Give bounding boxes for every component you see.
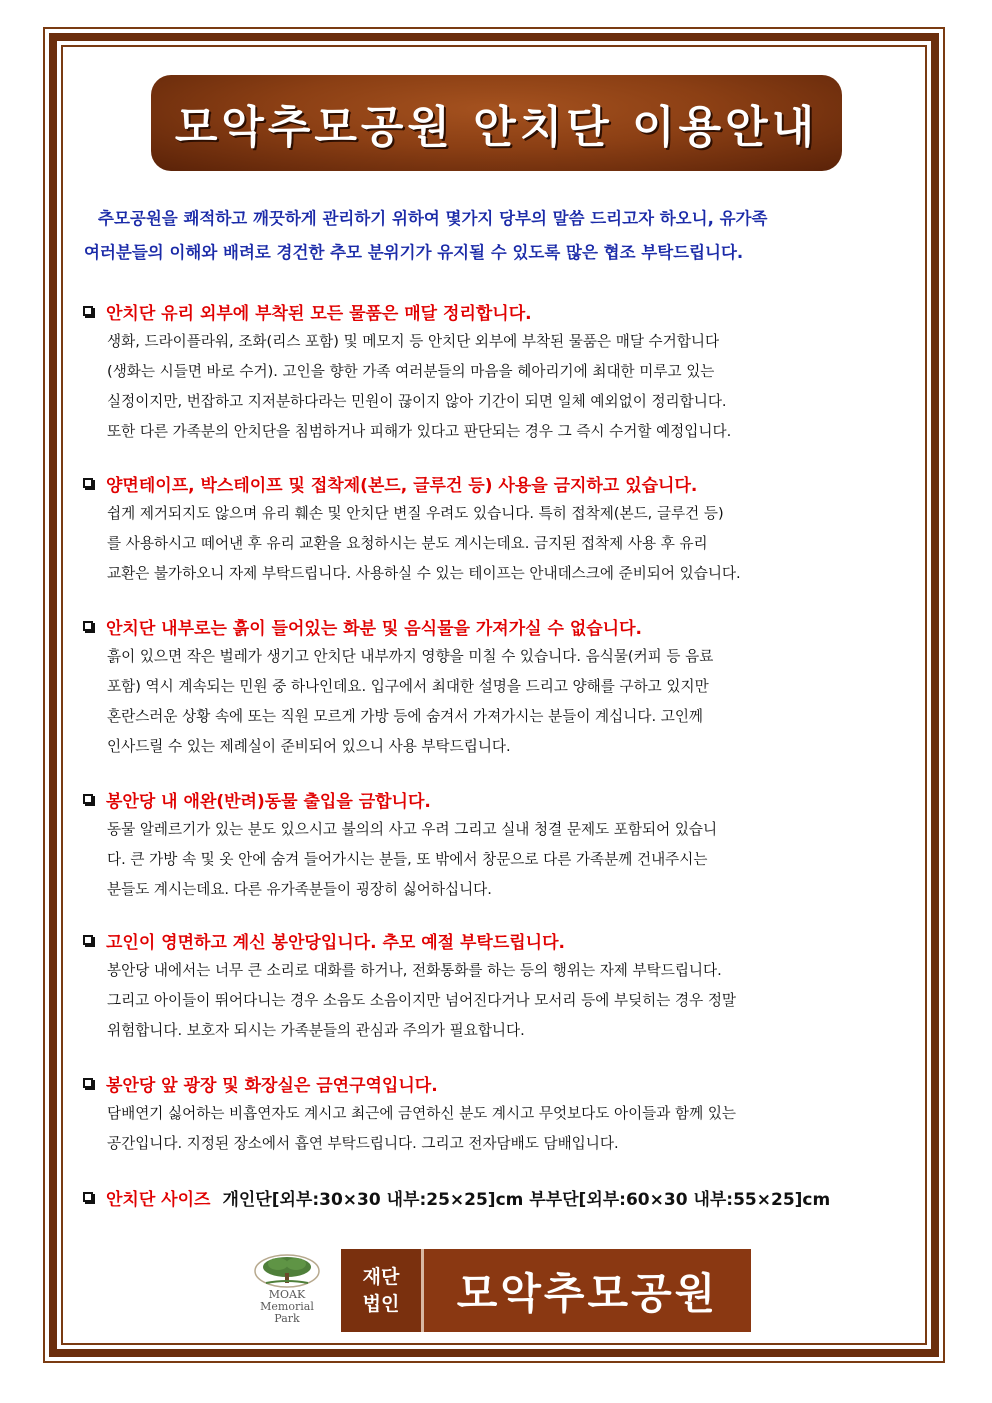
checkbox-icon	[83, 935, 93, 945]
intro-line: 여러분들의 이해와 배려로 경건한 추모 분위기가 유지될 수 있도록 많은 협조 부탁드립니다.	[84, 243, 744, 262]
notice-section	[80, 1069, 926, 1159]
section-body	[107, 1099, 926, 1159]
body-line: (생화는 시들면 바로 수거). 고인을 향한 가족 여러분들의 마음을 헤아리기에 최대한 미루고 있는	[107, 363, 715, 380]
body-line: 담배연기 싫어하는 비흡연자도 계시고 최근에 금연하신 분도 계시고 무엇보다도 아이들과 함께 있는	[107, 1105, 737, 1122]
logo-text	[242, 1289, 332, 1325]
section-body	[107, 956, 926, 1046]
body-line: 포함) 역시 계속되는 민원 중 하나인데요. 입구에서 최대한 설명을 드리고 양해를 구하고 있지만	[107, 678, 709, 695]
section-heading-text: 고인이 영면하고 계신 봉안당입니다. 추모 예절 부탁드립니다.	[106, 932, 565, 953]
section-heading-text: 봉안당 내 애완(반려)동물 출입을 금합니다.	[106, 791, 431, 812]
logo-line: MOAK	[268, 1288, 306, 1301]
section-body	[107, 815, 926, 905]
section-heading-text: 안치단 유리 외부에 부착된 모든 물품은 매달 정리합니다.	[106, 303, 532, 324]
body-line: 분들도 계시는데요. 다른 유가족분들이 굉장히 싫어하십니다.	[107, 881, 492, 898]
intro-paragraph	[84, 202, 924, 270]
page-title: 모악추모공원 안치단 이용안내	[174, 102, 819, 153]
body-line: 인사드릴 수 있는 제례실이 준비되어 있으니 사용 부탁드립니다.	[107, 738, 511, 755]
section-heading	[80, 469, 926, 497]
section-heading	[80, 612, 926, 640]
section-heading-text: 봉안당 앞 광장 및 화장실은 금연구역입니다.	[106, 1075, 438, 1096]
body-line: 혼란스러운 상황 속에 또는 직원 모르게 가방 등에 숨겨서 가져가시는 분들이 계십니다. 고인께	[107, 708, 704, 725]
body-line: 를 사용하시고 떼어낸 후 유리 교환을 요청하시는 분도 계시는데요. 금지된 접착제 사용 후 유리	[107, 535, 708, 552]
checkbox-icon	[83, 478, 93, 488]
body-line: 다. 큰 가방 속 및 옷 안에 숨겨 들어가시는 분들, 또 밖에서 창문으로 다른 가족분께 건내주시는	[107, 851, 708, 868]
size-info	[80, 1183, 830, 1211]
notice-section	[80, 297, 926, 447]
section-body	[107, 642, 926, 762]
checkbox-icon	[83, 794, 93, 804]
title-banner	[151, 75, 842, 171]
body-line: 또한 다른 가족분의 안치단을 침범하거나 피해가 있다고 판단되는 경우 그 즉시 수거할 예정입니다.	[107, 423, 732, 440]
body-line: 동물 알레르기가 있는 분도 있으시고 불의의 사고 우려 그리고 실내 청결 문제도 포함되어 있습니	[107, 821, 718, 838]
body-line: 그리고 아이들이 뛰어다니는 경우 소음도 소음이지만 넘어진다거나 모서리 등에 부딪히는 경우 정말	[107, 992, 737, 1009]
tree-logo-icon	[252, 1251, 322, 1291]
logo-line: Park	[274, 1312, 300, 1325]
organization-name: 모악추모공원	[456, 1268, 719, 1318]
section-body	[107, 327, 926, 447]
checkbox-icon	[83, 1078, 93, 1088]
body-line: 생화, 드라이플라워, 조화(리스 포함) 및 메모지 등 안치단 외부에 부착된 물품은 매달 수거합니다	[107, 333, 720, 350]
body-line: 봉안당 내에서는 너무 큰 소리로 대화를 하거나, 전화통화를 하는 등의 행위는 자제 부탁드립니다.	[107, 962, 722, 979]
section-heading	[80, 785, 926, 813]
notice-section	[80, 926, 926, 1046]
section-heading-text: 양면테이프, 박스테이프 및 접착제(본드, 글루건 등) 사용을 금지하고 있습니다.	[106, 475, 698, 496]
intro-line: 추모공원을 쾌적하고 깨끗하게 관리하기 위하여 몇가지 당부의 말씀 드리고자 하오니, 유가족	[98, 209, 768, 228]
checkbox-icon	[83, 306, 93, 316]
section-heading	[80, 297, 926, 325]
checkbox-icon	[83, 621, 93, 631]
size-label: 안치단 사이즈	[106, 1189, 211, 1210]
section-heading	[80, 1069, 926, 1097]
size-values: 개인단[외부:30×30 내부:25×25]cm 부부단[외부:60×30 내부:55×25]cm	[222, 1189, 831, 1210]
notice-section	[80, 469, 926, 589]
organization-nameplate	[341, 1249, 751, 1332]
section-heading	[80, 926, 926, 954]
body-line: 쉽게 제거되지도 않으며 유리 훼손 및 안치단 변질 우려도 있습니다. 특히 접착제(본드, 글루건 등)	[107, 505, 724, 522]
body-line: 교환은 불가하오니 자제 부탁드립니다. 사용하실 수 있는 테이프는 안내데스크에 준비되어 있습니다.	[107, 565, 741, 582]
org-type-line: 재단	[362, 1265, 400, 1288]
body-line: 흙이 있으면 작은 벌레가 생기고 안치단 내부까지 영향을 미칠 수 있습니다. 음식물(커피 등 음료	[107, 648, 714, 665]
org-type-line: 법인	[362, 1292, 400, 1315]
section-body	[107, 499, 926, 589]
body-line: 위험합니다. 보호자 되시는 가족분들의 관심과 주의가 필요합니다.	[107, 1022, 525, 1039]
notice-section	[80, 785, 926, 905]
body-line: 공간입니다. 지정된 장소에서 흡연 부탁드립니다. 그리고 전자담배도 담배입니다.	[107, 1135, 619, 1152]
notice-section	[80, 612, 926, 762]
org-type-label	[341, 1249, 421, 1332]
body-line: 실정이지만, 번잡하고 지저분하다라는 민원이 끊이지 않아 기간이 되면 일체 예외없이 정리합니다.	[107, 393, 727, 410]
logo-line: Memorial	[260, 1300, 314, 1313]
section-heading-text: 안치단 내부로는 흙이 들어있는 화분 및 음식물을 가져가실 수 없습니다.	[106, 618, 642, 639]
checkbox-icon	[83, 1192, 93, 1202]
